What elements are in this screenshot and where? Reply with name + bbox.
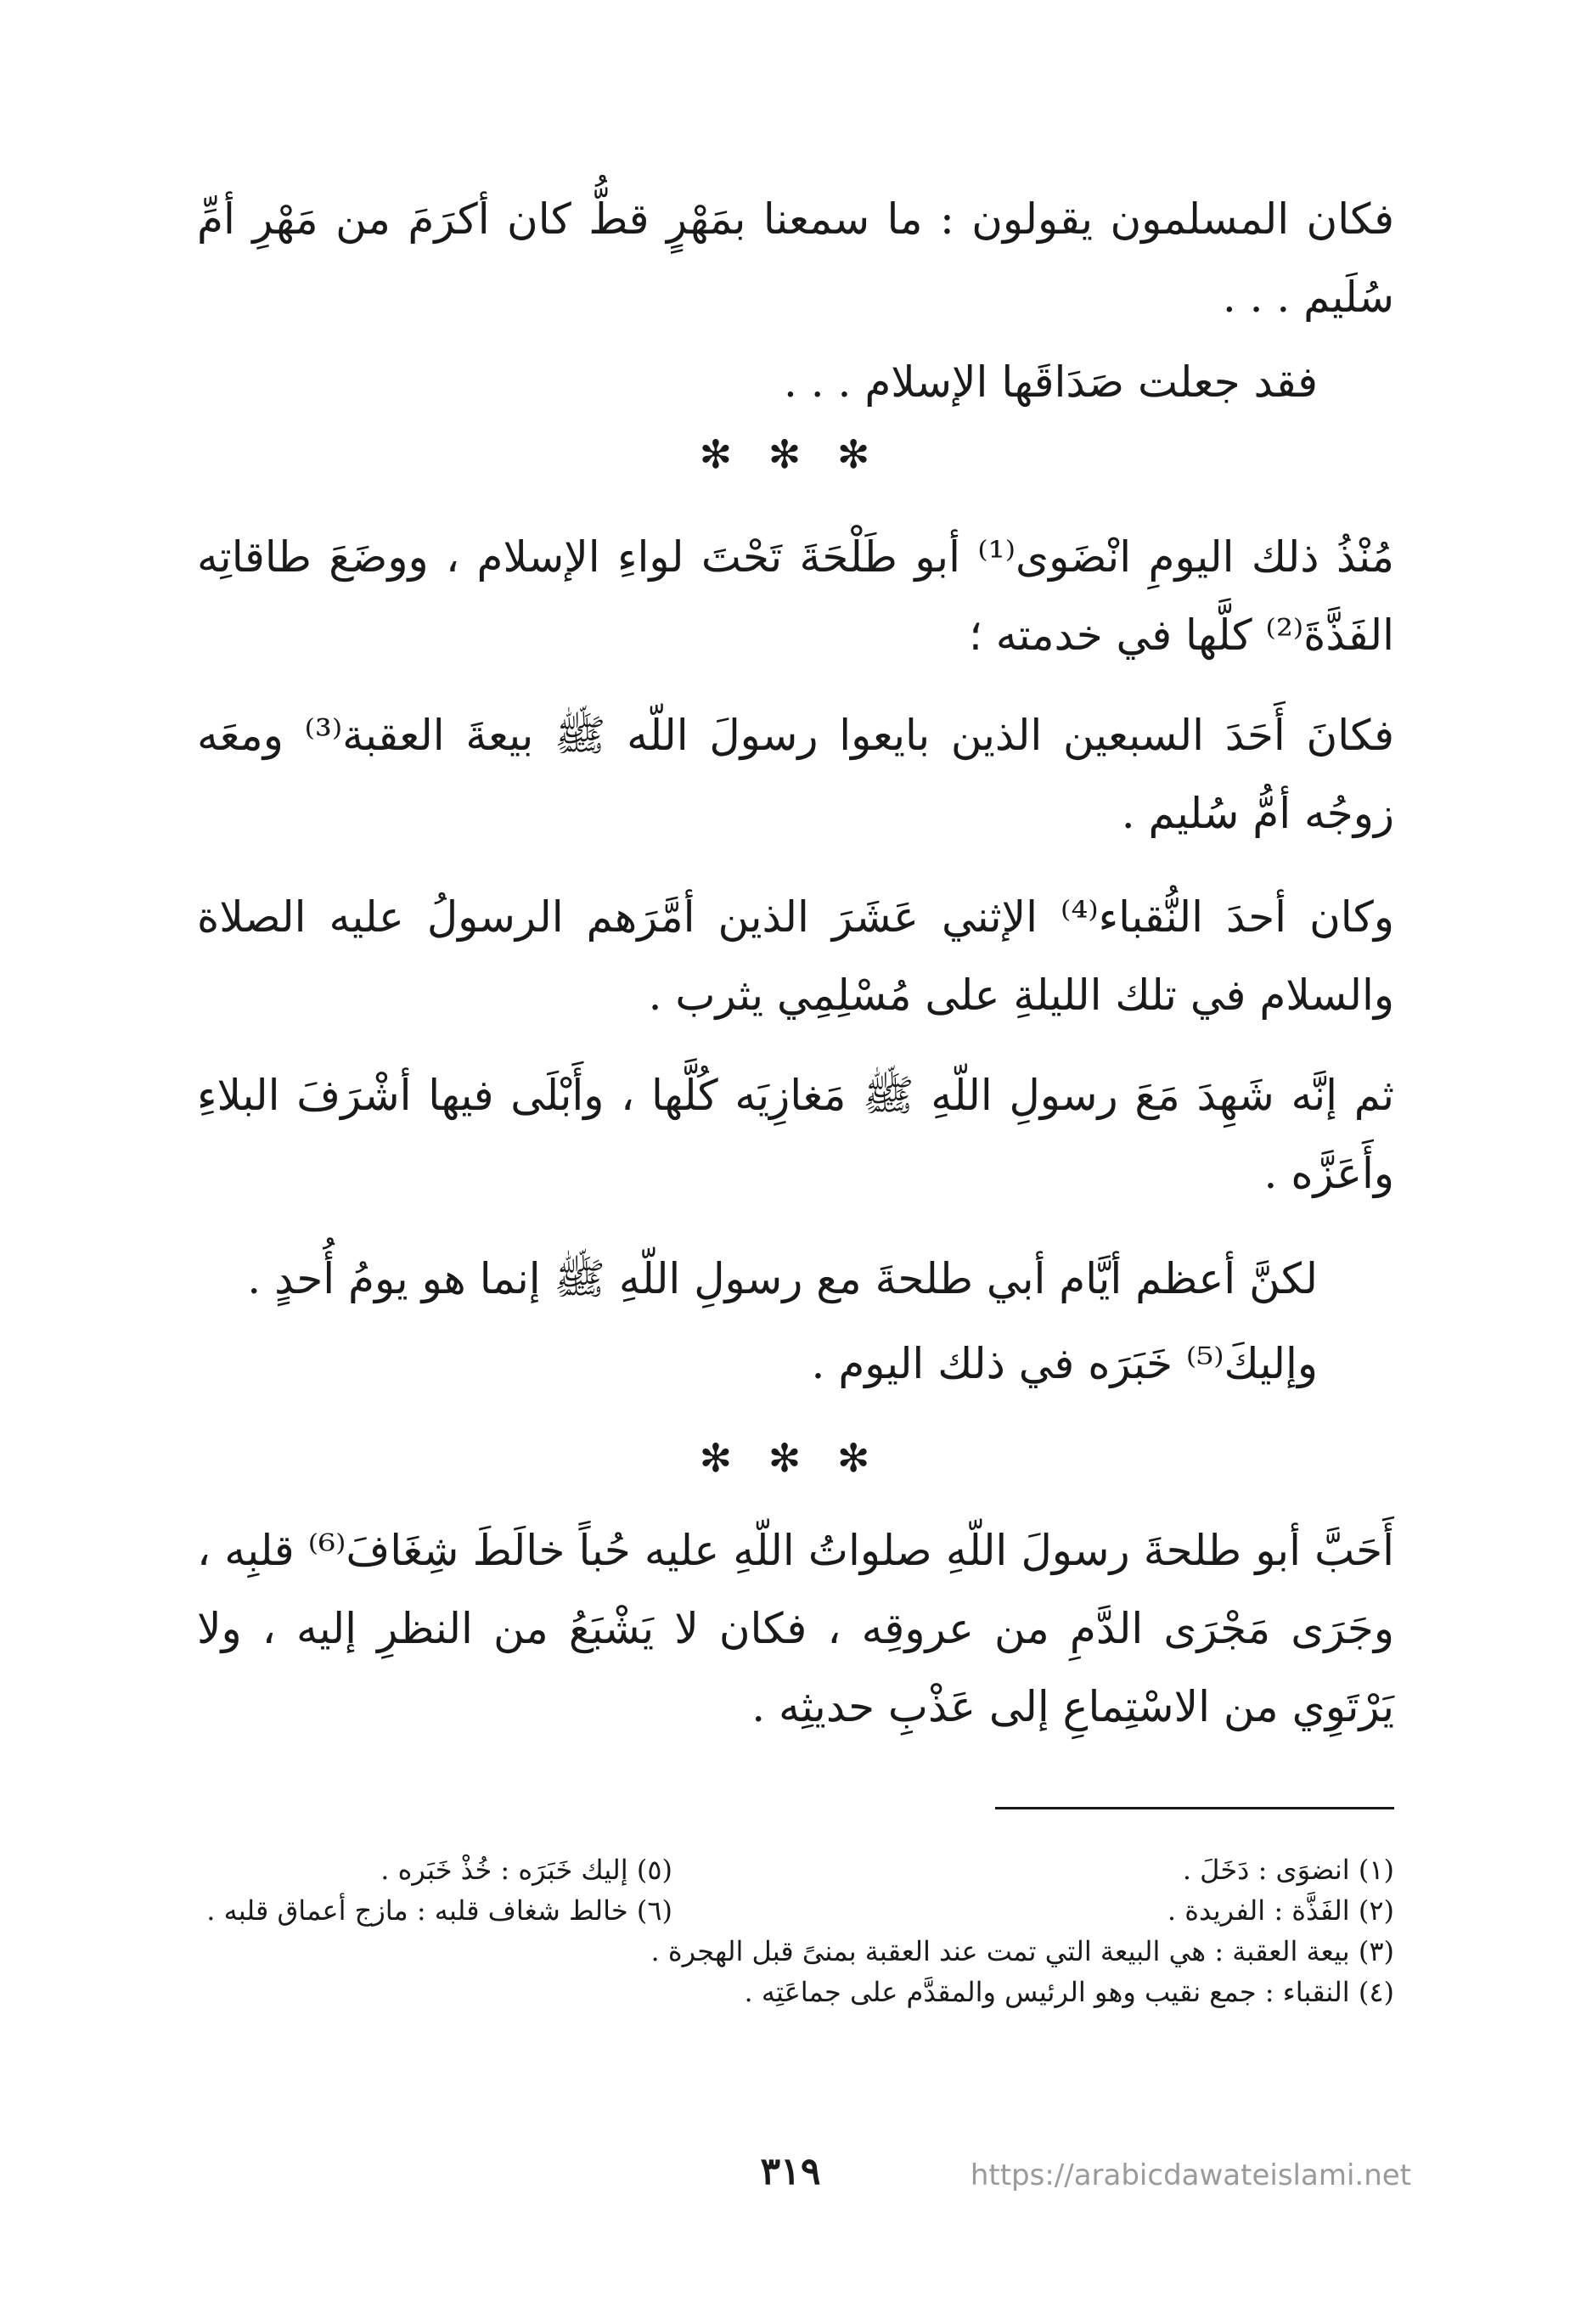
page-number: ٣١٩ (760, 2150, 821, 2193)
paragraph-seventy: فكانَ أَحَدَ السبعين الذين بايعوا رسولَ اللّه ﷺ بيعةَ العقبة⁽³⁾ ومعَه زوجُه أمُّ سُليم . (197, 711, 1394, 838)
watermark-url: https://arabicdawateislami.net (970, 2158, 1411, 2192)
footnote-4: (٤) النقباء : جمع نقيب وهو الرئيس والمقدَّم على جماعَتِه . (744, 1976, 1394, 2008)
paragraph-since-that-day: مُنْذُ ذلك اليومِ انْضَوى⁽¹⁾ أبو طَلْحَةَ تَحْتَ لواءِ الإسلام ، ووضَعَ طاقاتِه الفَذَّةَ⁽²⁾ كلَّها في خدمته ؛ (197, 532, 1394, 660)
footnote-1: (١) انضوَى : دَخَلَ . (1182, 1854, 1394, 1886)
paragraph-uhud: لكنَّ أعظم أيَّام أبي طلحةَ مع رسولِ اللّهِ ﷺ إنما هو يومُ أُحدٍ . (247, 1254, 1318, 1303)
footnote-3: (٣) بيعة العقبة : هي البيعة التي تمت عند العقبة بمنىً قبل الهجرة . (650, 1935, 1394, 1967)
paragraph-nuqaba: وكان أحدَ النُّقباء⁽⁴⁾ الإثني عَشَرَ الذين أمَّرَهم الرسولُ عليه الصلاة والسلام في تلك الليلةِ على مُسْلِمِي يثرب . (197, 892, 1394, 1020)
footnote-5: (٥) إليك خَبَرَه : خُذْ خَبَره . (380, 1854, 672, 1886)
paragraph-sadaq: فقد جعلت صَدَاقَها الإسلام . . . (783, 357, 1318, 407)
footnote-2: (٢) الفَذَّة : الفريدة . (1167, 1894, 1394, 1927)
section-separator-2: ✻ ✻ ✻ (699, 1435, 882, 1481)
paragraph-love: أَحَبَّ أبو طلحةَ رسولَ اللّهِ صلواتُ اللّهِ عليه حُباً خالَطَ شِغَافَ⁽⁶⁾ قلبِه ، وجَرَى مَجْرَى الدَّمِ من عروقِه ، فكان لا يَشْبَعُ من النظرِ إليه ، ولا يَرْتَوِي من الاسْتِماعِ إلى عَذْبِ حديثِه . (197, 1526, 1394, 1731)
paragraph-mahr: فكان المسلمون يقولون : ما سمعنا بمَهْرٍ قطُّ كان أكرَمَ من مَهْرِ أمِّ سُلَيم . . . (197, 194, 1394, 322)
paragraph-his-news: وإليكَ⁽⁵⁾ خَبَرَه في ذلك اليوم . (811, 1339, 1318, 1388)
footnote-rule (995, 1807, 1394, 1809)
paragraph-ghazawat: ثم إنَّه شَهِدَ مَعَ رسولِ اللّهِ ﷺ مَغازِيَه كُلَّها ، وأَبْلَى فيها أشْرَفَ البلاءِ وأَعَزَّه . (197, 1071, 1394, 1198)
footnote-6: (٦) خالط شغاف قلبه : مازج أعماق قلبه . (206, 1894, 672, 1927)
section-separator-1: ✻ ✻ ✻ (699, 431, 882, 477)
